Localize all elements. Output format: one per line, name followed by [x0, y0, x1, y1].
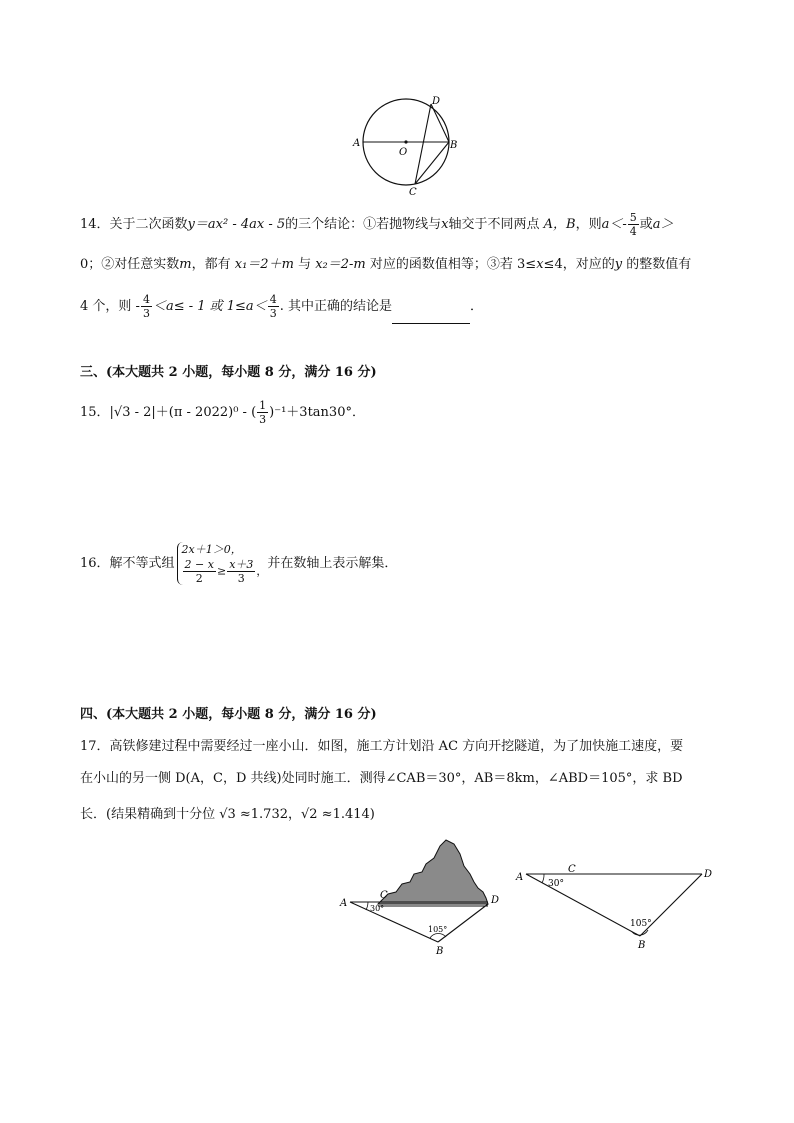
q16	[80, 536, 397, 592]
q14-text: 14．关于二次函数	[80, 217, 188, 232]
q17-line3: 长．(结果精确到十分位 √3 ≈1.732，√2 ≈1.414)	[80, 807, 375, 822]
triangle-label-d: D	[704, 869, 713, 880]
section-4-heading: 四、(本大题共 2 小题，每小题 8 分，满分 16 分)	[80, 707, 377, 722]
fraction-4-3	[268, 293, 279, 320]
inequality-row-2	[182, 558, 268, 585]
mountain-figure	[338, 836, 508, 958]
fraction	[227, 558, 255, 585]
triangle-label-a: A	[516, 872, 524, 883]
circle-label-b: B	[450, 140, 458, 151]
inequality-row-1: 2x＋1＞0，	[181, 543, 242, 556]
q14-text: 4 个，则 -	[80, 299, 140, 314]
fraction-numerator: x＋3	[229, 558, 254, 571]
triangle-label-c: C	[568, 864, 576, 875]
q14-function: y＝ax² - 4ax - 5	[187, 217, 286, 232]
q15-text: )⁻¹＋3tan30°．	[269, 405, 365, 420]
q14-text: 轴交于不同两点	[448, 217, 540, 232]
q16-text: 16．解不等式组	[80, 556, 175, 571]
inequality-system	[177, 542, 268, 585]
q17-line1: 17．高铁修建过程中需要经过一座小山．如图，施工方计划沿 AC 方向开挖隧道，为了加快施工速度，要	[80, 739, 684, 754]
fraction-numerator: 2 − x	[184, 558, 214, 571]
circle-label-a: A	[353, 138, 361, 149]
fraction-numerator: 1	[259, 399, 267, 412]
triangle-angle-30: 30°	[548, 879, 564, 889]
q14-condition: a＜-	[601, 217, 627, 232]
mountain-label-b: B	[436, 946, 444, 957]
q14-line1	[80, 211, 674, 238]
fraction-denominator: 3	[142, 307, 150, 320]
q14-text: ．	[469, 299, 483, 314]
q14-x1: x₁＝2＋m	[234, 257, 294, 272]
fraction	[183, 558, 216, 585]
mountain-label-c: C	[380, 890, 388, 901]
mountain-label-d: D	[491, 895, 500, 906]
fraction-denominator: 3	[269, 307, 277, 320]
section-3-heading: 三、(本大题共 2 小题，每小题 8 分，满分 16 分)	[80, 365, 377, 380]
answer-blank[interactable]	[392, 309, 470, 324]
circle-label-o: O	[399, 147, 408, 158]
fraction-denominator: 4	[629, 225, 637, 238]
q14-points: A，B	[543, 217, 576, 232]
fraction-numerator: 5	[629, 211, 637, 224]
q14-range: ＜a≤ - 1 或 1≤a＜	[152, 299, 267, 314]
fraction-numerator: 4	[269, 293, 277, 306]
ge-symbol: ≥	[216, 564, 227, 578]
circle-label-c: C	[409, 187, 417, 196]
triangle-angle-105: 105°	[630, 919, 652, 929]
q14-text: 与	[298, 257, 312, 272]
q14-text: ，则	[575, 217, 602, 232]
comma: ，	[256, 564, 268, 578]
circle-label-d: D	[432, 96, 441, 107]
q14-line2	[80, 256, 691, 274]
mountain-angle-30: 30°	[370, 904, 385, 913]
q14-text: ，都有	[191, 257, 231, 272]
q14-var: x	[536, 257, 544, 272]
q14-var: y	[614, 257, 623, 272]
fraction-5-4	[628, 211, 639, 238]
q14-text: ≤4，对应的	[543, 257, 615, 272]
mountain-label-a: A	[340, 898, 348, 909]
q15	[80, 398, 365, 428]
q14-text: 或	[639, 217, 653, 232]
q14-line3	[80, 290, 483, 324]
mountain-angle-105: 105°	[428, 925, 448, 934]
fraction-1-3	[257, 399, 268, 426]
triangle-label-b: B	[638, 940, 646, 951]
q14-var: m	[179, 257, 192, 272]
triangle-figure	[512, 860, 722, 958]
fraction-denominator: 3	[259, 413, 267, 426]
q17-line2: 在小山的另一侧 D(A，C，D 共线)处同时施工．测得∠CAB＝30°，AB＝8km，∠ABD＝105°，求 BD	[80, 771, 683, 786]
fraction-denominator: 3	[237, 572, 245, 585]
fraction-4-3	[141, 293, 152, 320]
q14-text: 对应的函数值相等；③若 3≤	[369, 257, 537, 272]
q14-condition: a＞	[652, 217, 674, 232]
q14-var: x	[441, 217, 449, 232]
fraction-denominator: 2	[195, 572, 203, 585]
q14-text: 0；②对任意实数	[80, 257, 180, 272]
q14-text: 的三个结论：①若抛物线与	[285, 217, 442, 232]
q14-text: 的整数值有	[626, 257, 692, 272]
circle-figure	[345, 92, 465, 196]
q15-text: 15．|√3 - 2|＋(π - 2022)⁰ - (	[80, 405, 257, 420]
q14-x2: x₂＝2-m	[315, 257, 366, 272]
fraction-numerator: 4	[142, 293, 150, 306]
q14-text: . 其中正确的结论是	[279, 299, 392, 314]
q16-text: 并在数轴上表示解集．	[267, 556, 398, 571]
